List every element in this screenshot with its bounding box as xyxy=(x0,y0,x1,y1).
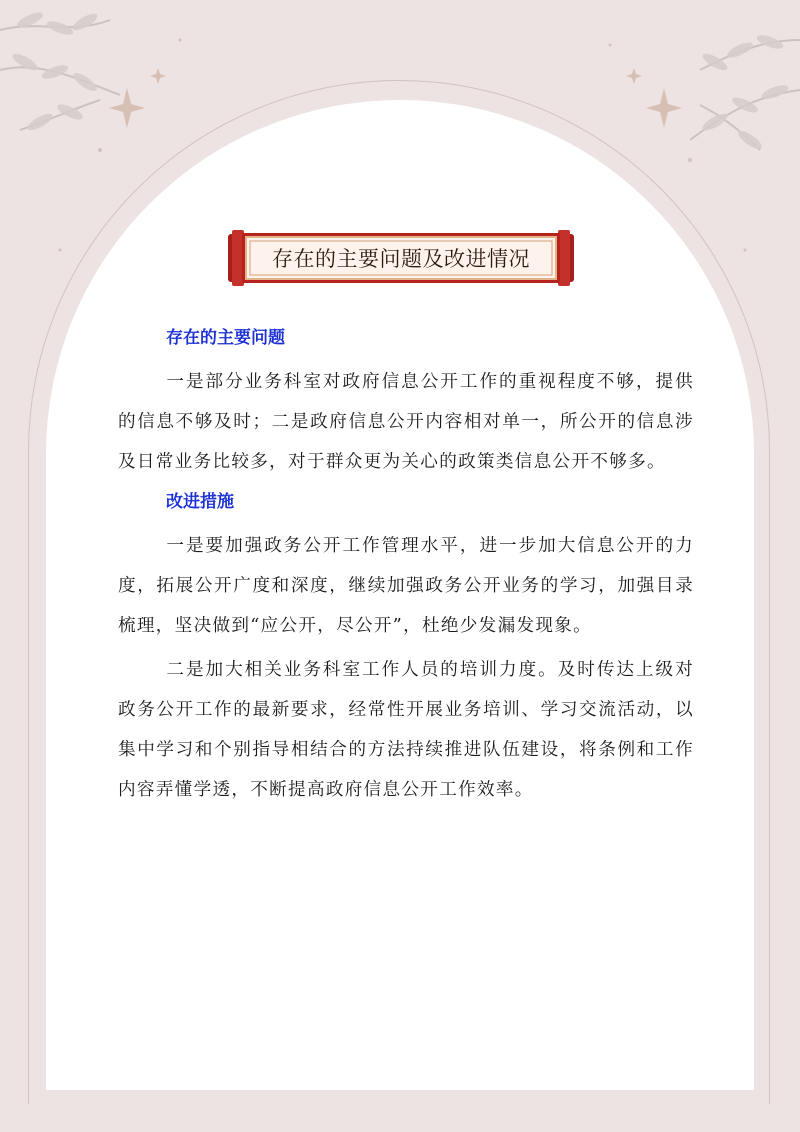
banner-title: 存在的主要问题及改进情况 xyxy=(272,247,530,271)
sparkle-icon xyxy=(646,88,682,128)
section-heading-measures: 改进措施 xyxy=(166,492,234,512)
paragraph-measure-2: 二是加大相关业务科室工作人员的培训力度。及时传达上级对政务公开工作的最新要求，经常性开展业务培训、学习交流活动，以集中学习和个别指导相结合的方法持续推进队伍建设，将条例和工作内容弄懂学透，不断提高政府信息公开工作效率。 xyxy=(118,660,694,800)
sparkle-icon xyxy=(150,68,166,84)
paragraph-problems: 一是部分业务科室对政府信息公开工作的重视程度不够，提供的信息不够及时；二是政府信息公开内容相对单一，所公开的信息涉及日常业务比较多，对于群众更为关心的政策类信息公开不够多。 xyxy=(118,372,694,472)
sparkle-icon xyxy=(626,68,642,84)
section-heading-problems: 存在的主要问题 xyxy=(166,328,285,348)
sparkle-icon xyxy=(109,88,145,128)
document-body xyxy=(118,318,694,810)
paragraph-measure-1: 一是要加强政务公开工作管理水平，进一步加大信息公开的力度，拓展公开广度和深度，继续加强政务公开业务的学习，加强目录梳理，坚决做到“应公开，尽公开”，杜绝少发漏发现象。 xyxy=(118,536,694,636)
